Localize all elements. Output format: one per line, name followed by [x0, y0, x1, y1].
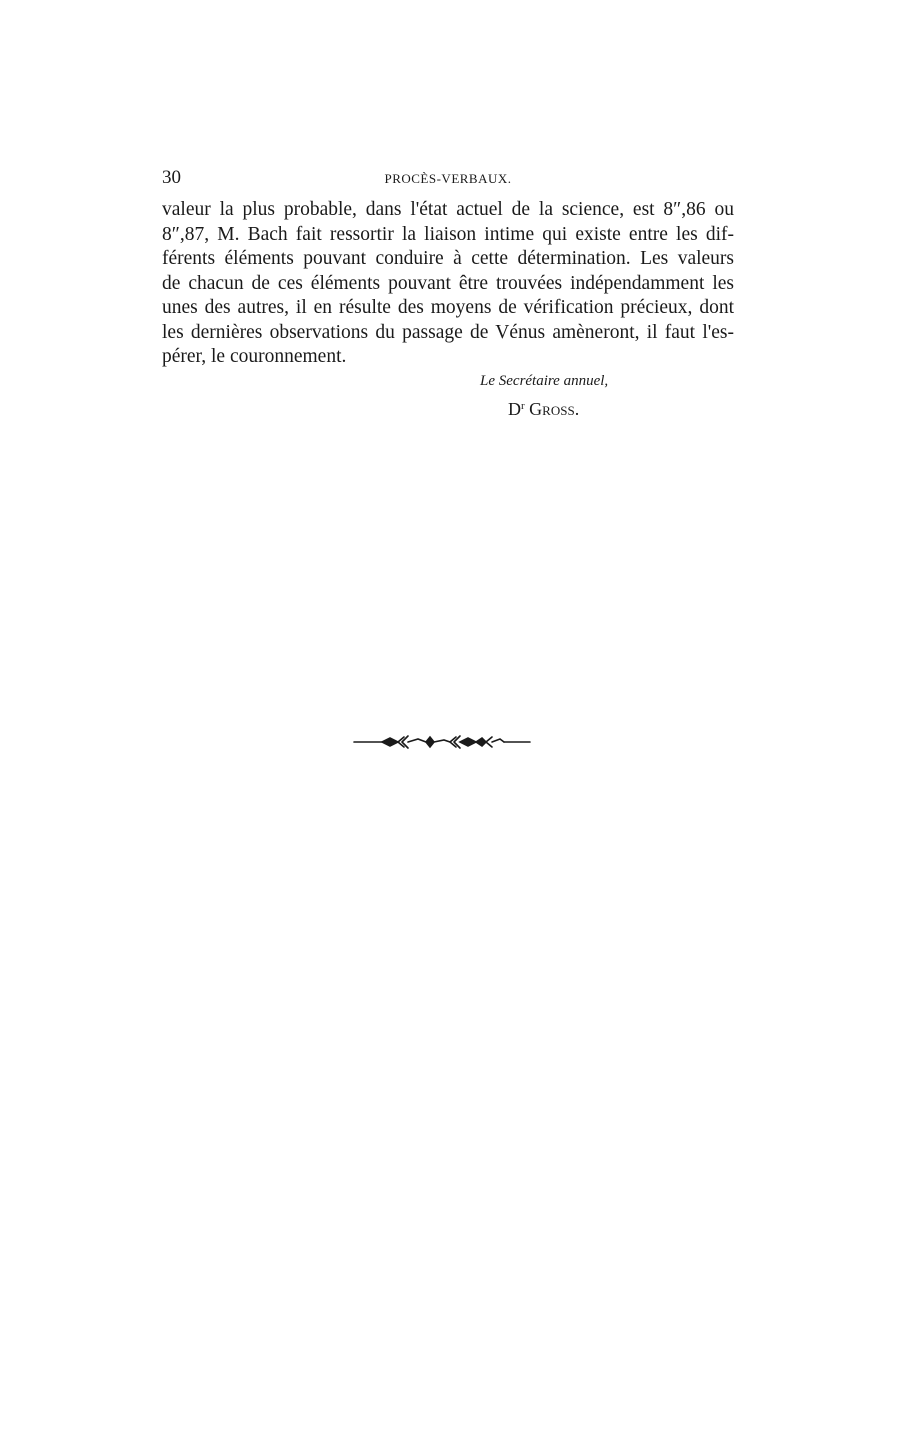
- text-line: de chacun de ces éléments pouvant être trouvées indépendamment les: [162, 272, 734, 294]
- text-line: férents éléments pouvant conduire à cette détermination. Les valeurs: [162, 248, 734, 269]
- text-line: 8″,87, M. Bach fait ressortir la liaison intime qui existe entre les dif-: [162, 223, 734, 245]
- signature-surname: Gross.: [529, 399, 580, 419]
- text-line: pérer, le couronnement.: [162, 346, 347, 367]
- signature-title-prefix: D: [508, 399, 521, 419]
- text-line: les dernières observations du passage de Vénus amèneront, il faut l'es-: [162, 321, 734, 343]
- signature-role: Le Secrétaire annuel,: [480, 373, 609, 389]
- running-head: [162, 166, 734, 190]
- body-paragraph: [162, 198, 734, 370]
- text-line: valeur la plus probable, dans l'état actuel de la science, est 8″,86 ou: [162, 199, 734, 220]
- page-number: 30: [162, 167, 181, 188]
- text-line: unes des autres, il en résulte des moyens de vérification précieux, dont: [162, 297, 734, 318]
- running-title: PROCÈS-VERBAUX.: [384, 171, 512, 186]
- signature-title-suffix: r: [521, 400, 525, 412]
- signature-name: [508, 394, 579, 421]
- floral-divider-icon: [352, 732, 532, 750]
